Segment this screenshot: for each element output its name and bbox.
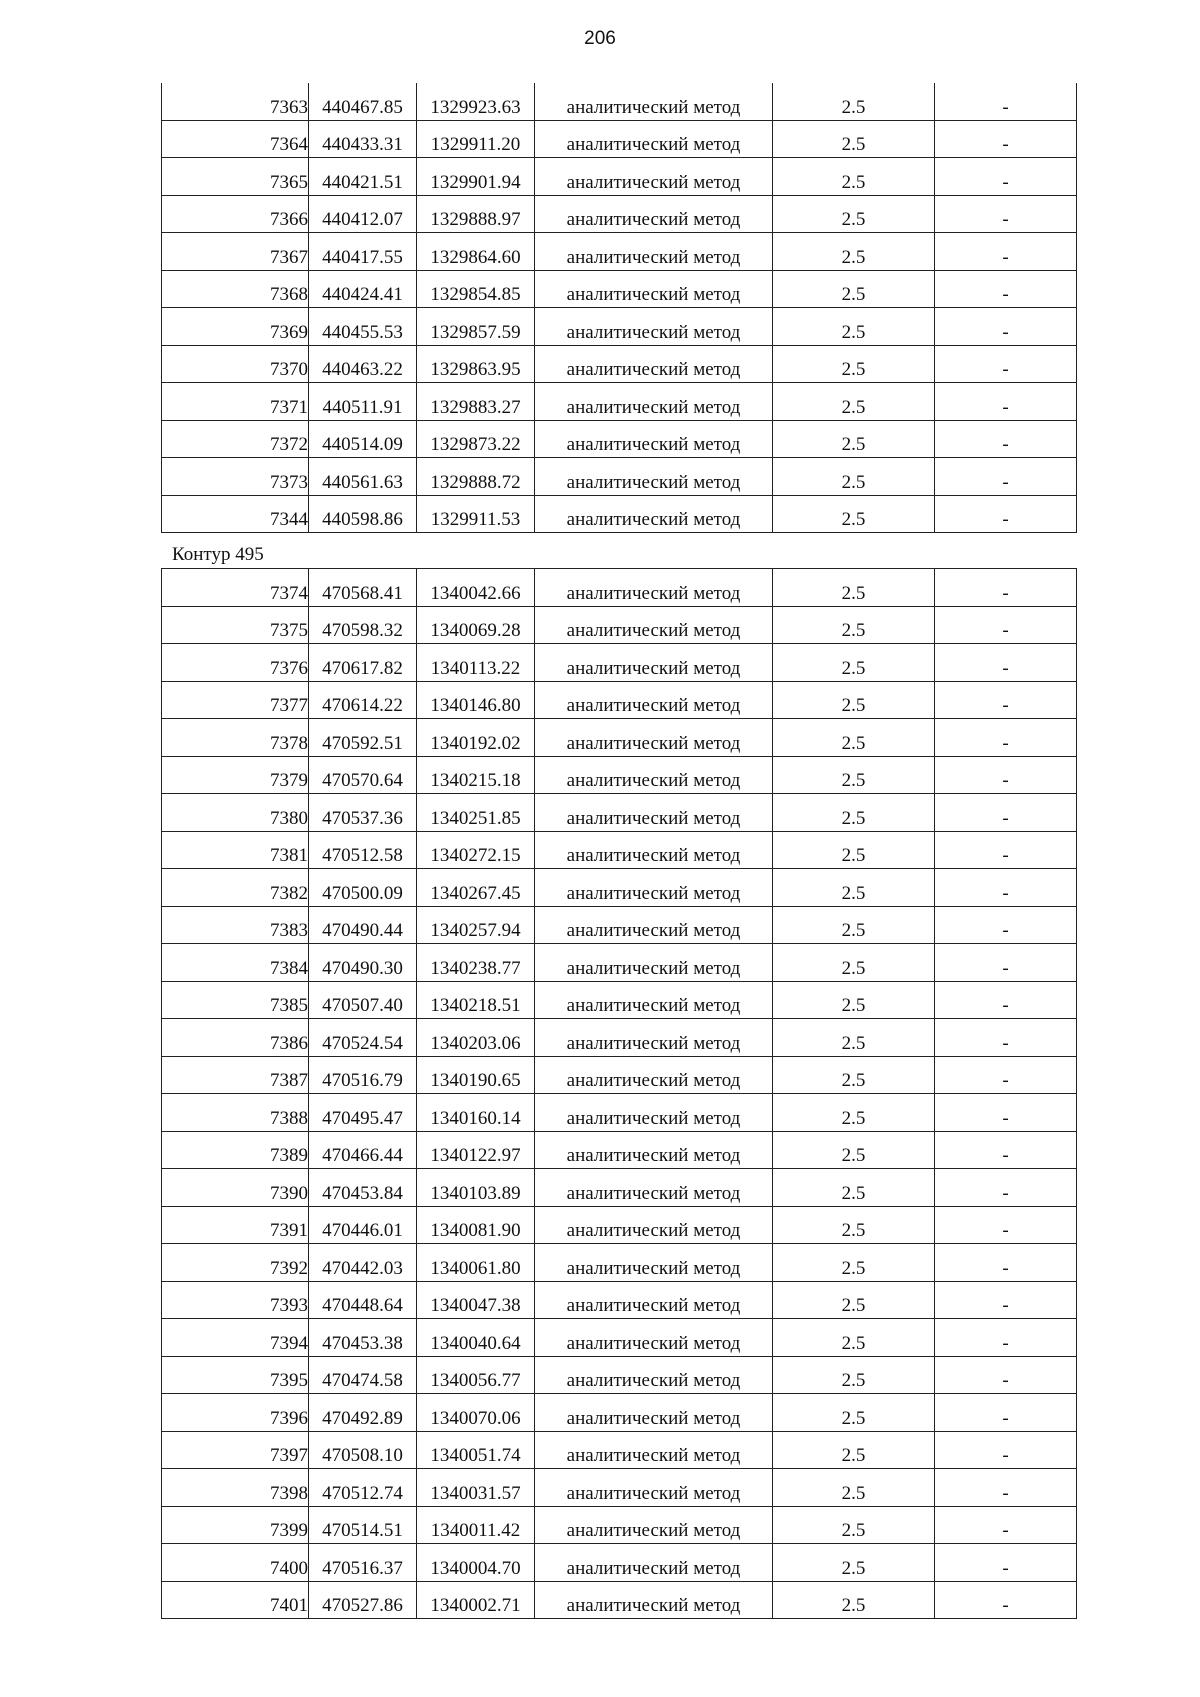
- table-row: [162, 1206, 1077, 1244]
- x-coordinate-cell: 470474.58: [309, 1356, 417, 1394]
- dash-cell: -: [935, 1019, 1077, 1057]
- y-coordinate-cell: 1329863.95: [417, 345, 535, 383]
- table-row: [162, 1131, 1077, 1169]
- point-number-cell: 7394: [162, 1319, 309, 1357]
- x-coordinate-cell: 470448.64: [309, 1281, 417, 1319]
- table-row: [162, 681, 1077, 719]
- error-cell: 2.5: [773, 308, 935, 346]
- table-row: [162, 906, 1077, 944]
- x-coordinate-cell: 440467.85: [309, 83, 417, 120]
- method-cell: аналитический метод: [535, 1169, 773, 1207]
- dash-cell: -: [935, 383, 1077, 421]
- method-cell: аналитический метод: [535, 420, 773, 458]
- y-coordinate-cell: 1340070.06: [417, 1394, 535, 1432]
- x-coordinate-cell: 470446.01: [309, 1206, 417, 1244]
- error-cell: 2.5: [773, 1581, 935, 1619]
- dash-cell: -: [935, 681, 1077, 719]
- page-number: 206: [584, 28, 616, 49]
- y-coordinate-cell: 1329888.97: [417, 195, 535, 233]
- x-coordinate-cell: 440433.31: [309, 120, 417, 158]
- dash-cell: -: [935, 1356, 1077, 1394]
- error-cell: 2.5: [773, 981, 935, 1019]
- method-cell: аналитический метод: [535, 1281, 773, 1319]
- dash-cell: -: [935, 1131, 1077, 1169]
- table-row: [162, 1319, 1077, 1357]
- x-coordinate-cell: 470570.64: [309, 756, 417, 794]
- table-row: [162, 1244, 1077, 1282]
- method-cell: аналитический метод: [535, 906, 773, 944]
- y-coordinate-cell: 1329883.27: [417, 383, 535, 421]
- dash-cell: -: [935, 1431, 1077, 1469]
- error-cell: 2.5: [773, 944, 935, 982]
- point-number-cell: 7367: [162, 233, 309, 271]
- error-cell: 2.5: [773, 420, 935, 458]
- y-coordinate-cell: 1329911.20: [417, 120, 535, 158]
- dash-cell: -: [935, 1581, 1077, 1619]
- point-number-cell: 7373: [162, 458, 309, 496]
- point-number-cell: 7393: [162, 1281, 309, 1319]
- table-row: [162, 1169, 1077, 1207]
- error-cell: 2.5: [773, 756, 935, 794]
- method-cell: аналитический метод: [535, 308, 773, 346]
- error-cell: 2.5: [773, 831, 935, 869]
- method-cell: аналитический метод: [535, 1206, 773, 1244]
- y-coordinate-cell: 1340215.18: [417, 756, 535, 794]
- method-cell: аналитический метод: [535, 83, 773, 120]
- x-coordinate-cell: 440511.91: [309, 383, 417, 421]
- method-cell: аналитический метод: [535, 158, 773, 196]
- point-number-cell: 7392: [162, 1244, 309, 1282]
- table-row: [162, 719, 1077, 757]
- error-cell: 2.5: [773, 1206, 935, 1244]
- x-coordinate-cell: 440412.07: [309, 195, 417, 233]
- point-number-cell: 7365: [162, 158, 309, 196]
- contour-label: Контур 495: [172, 544, 264, 565]
- dash-cell: -: [935, 944, 1077, 982]
- x-coordinate-cell: 470537.36: [309, 794, 417, 832]
- y-coordinate-cell: 1340272.15: [417, 831, 535, 869]
- method-cell: аналитический метод: [535, 1131, 773, 1169]
- dash-cell: -: [935, 270, 1077, 308]
- point-number-cell: 7344: [162, 495, 309, 533]
- x-coordinate-cell: 440514.09: [309, 420, 417, 458]
- table-row: [162, 756, 1077, 794]
- y-coordinate-cell: 1340146.80: [417, 681, 535, 719]
- x-coordinate-cell: 470453.38: [309, 1319, 417, 1357]
- x-coordinate-cell: 470466.44: [309, 1131, 417, 1169]
- table-row: [162, 1056, 1077, 1094]
- method-cell: аналитический метод: [535, 270, 773, 308]
- y-coordinate-cell: 1340040.64: [417, 1319, 535, 1357]
- x-coordinate-cell: 470495.47: [309, 1094, 417, 1132]
- point-number-cell: 7388: [162, 1094, 309, 1132]
- dash-cell: -: [935, 606, 1077, 644]
- x-coordinate-cell: 470442.03: [309, 1244, 417, 1282]
- x-coordinate-cell: 470617.82: [309, 644, 417, 682]
- point-number-cell: 7364: [162, 120, 309, 158]
- error-cell: 2.5: [773, 233, 935, 271]
- method-cell: аналитический метод: [535, 195, 773, 233]
- error-cell: 2.5: [773, 1094, 935, 1132]
- y-coordinate-cell: 1329864.60: [417, 233, 535, 271]
- y-coordinate-cell: 1329888.72: [417, 458, 535, 496]
- point-number-cell: 7366: [162, 195, 309, 233]
- method-cell: аналитический метод: [535, 1019, 773, 1057]
- y-coordinate-cell: 1340267.45: [417, 869, 535, 907]
- point-number-cell: 7375: [162, 606, 309, 644]
- point-number-cell: 7385: [162, 981, 309, 1019]
- table-row: [162, 644, 1077, 682]
- dash-cell: -: [935, 120, 1077, 158]
- dash-cell: -: [935, 1469, 1077, 1507]
- point-number-cell: 7381: [162, 831, 309, 869]
- error-cell: 2.5: [773, 569, 935, 607]
- y-coordinate-cell: 1340122.97: [417, 1131, 535, 1169]
- dash-cell: -: [935, 794, 1077, 832]
- table-row: [162, 1394, 1077, 1432]
- dash-cell: -: [935, 308, 1077, 346]
- x-coordinate-cell: 440424.41: [309, 270, 417, 308]
- point-number-cell: 7380: [162, 794, 309, 832]
- error-cell: 2.5: [773, 1169, 935, 1207]
- point-number-cell: 7399: [162, 1506, 309, 1544]
- point-number-cell: 7377: [162, 681, 309, 719]
- y-coordinate-cell: 1340002.71: [417, 1581, 535, 1619]
- y-coordinate-cell: 1340113.22: [417, 644, 535, 682]
- method-cell: аналитический метод: [535, 1056, 773, 1094]
- error-cell: 2.5: [773, 719, 935, 757]
- table-row: [162, 383, 1077, 421]
- y-coordinate-cell: 1340218.51: [417, 981, 535, 1019]
- error-cell: 2.5: [773, 1431, 935, 1469]
- x-coordinate-cell: 470598.32: [309, 606, 417, 644]
- method-cell: аналитический метод: [535, 981, 773, 1019]
- point-number-cell: 7376: [162, 644, 309, 682]
- table-row: [162, 981, 1077, 1019]
- point-number-cell: 7397: [162, 1431, 309, 1469]
- dash-cell: -: [935, 83, 1077, 120]
- method-cell: аналитический метод: [535, 1244, 773, 1282]
- dash-cell: -: [935, 1544, 1077, 1582]
- table-row: [162, 495, 1077, 533]
- point-number-cell: 7386: [162, 1019, 309, 1057]
- dash-cell: -: [935, 458, 1077, 496]
- error-cell: 2.5: [773, 681, 935, 719]
- dash-cell: -: [935, 195, 1077, 233]
- error-cell: 2.5: [773, 1244, 935, 1282]
- error-cell: 2.5: [773, 869, 935, 907]
- method-cell: аналитический метод: [535, 1469, 773, 1507]
- table-row: [162, 195, 1077, 233]
- point-number-cell: 7368: [162, 270, 309, 308]
- dash-cell: -: [935, 1206, 1077, 1244]
- error-cell: 2.5: [773, 120, 935, 158]
- method-cell: аналитический метод: [535, 681, 773, 719]
- y-coordinate-cell: 1340051.74: [417, 1431, 535, 1469]
- dash-cell: -: [935, 831, 1077, 869]
- point-number-cell: 7363: [162, 83, 309, 120]
- dash-cell: -: [935, 1244, 1077, 1282]
- method-cell: аналитический метод: [535, 383, 773, 421]
- y-coordinate-cell: 1340160.14: [417, 1094, 535, 1132]
- y-coordinate-cell: 1340103.89: [417, 1169, 535, 1207]
- dash-cell: -: [935, 1169, 1077, 1207]
- y-coordinate-cell: 1340192.02: [417, 719, 535, 757]
- table-row: [162, 420, 1077, 458]
- x-coordinate-cell: 470507.40: [309, 981, 417, 1019]
- table-row: [162, 869, 1077, 907]
- method-cell: аналитический метод: [535, 794, 773, 832]
- table-row: [162, 606, 1077, 644]
- dash-cell: -: [935, 345, 1077, 383]
- y-coordinate-cell: 1340238.77: [417, 944, 535, 982]
- dash-cell: -: [935, 719, 1077, 757]
- method-cell: аналитический метод: [535, 1356, 773, 1394]
- y-coordinate-cell: 1329901.94: [417, 158, 535, 196]
- table-row: [162, 1431, 1077, 1469]
- method-cell: аналитический метод: [535, 869, 773, 907]
- table-row: [162, 944, 1077, 982]
- method-cell: аналитический метод: [535, 120, 773, 158]
- method-cell: аналитический метод: [535, 569, 773, 607]
- dash-cell: -: [935, 756, 1077, 794]
- coordinates-table-1: [161, 83, 1077, 533]
- error-cell: 2.5: [773, 1281, 935, 1319]
- x-coordinate-cell: 470524.54: [309, 1019, 417, 1057]
- y-coordinate-cell: 1340042.66: [417, 569, 535, 607]
- error-cell: 2.5: [773, 906, 935, 944]
- method-cell: аналитический метод: [535, 1431, 773, 1469]
- point-number-cell: 7391: [162, 1206, 309, 1244]
- point-number-cell: 7395: [162, 1356, 309, 1394]
- point-number-cell: 7400: [162, 1544, 309, 1582]
- table-row: [162, 83, 1077, 120]
- table-row: [162, 1469, 1077, 1507]
- method-cell: аналитический метод: [535, 1094, 773, 1132]
- y-coordinate-cell: 1340056.77: [417, 1356, 535, 1394]
- table-row: [162, 569, 1077, 607]
- y-coordinate-cell: 1329854.85: [417, 270, 535, 308]
- y-coordinate-cell: 1329857.59: [417, 308, 535, 346]
- error-cell: 2.5: [773, 158, 935, 196]
- error-cell: 2.5: [773, 1019, 935, 1057]
- point-number-cell: 7383: [162, 906, 309, 944]
- error-cell: 2.5: [773, 794, 935, 832]
- error-cell: 2.5: [773, 606, 935, 644]
- x-coordinate-cell: 470500.09: [309, 869, 417, 907]
- table-row: [162, 1281, 1077, 1319]
- method-cell: аналитический метод: [535, 345, 773, 383]
- table-row: [162, 1019, 1077, 1057]
- error-cell: 2.5: [773, 270, 935, 308]
- y-coordinate-cell: 1340203.06: [417, 1019, 535, 1057]
- point-number-cell: 7374: [162, 569, 309, 607]
- point-number-cell: 7389: [162, 1131, 309, 1169]
- x-coordinate-cell: 470490.44: [309, 906, 417, 944]
- method-cell: аналитический метод: [535, 1581, 773, 1619]
- error-cell: 2.5: [773, 1506, 935, 1544]
- method-cell: аналитический метод: [535, 756, 773, 794]
- x-coordinate-cell: 470453.84: [309, 1169, 417, 1207]
- method-cell: аналитический метод: [535, 644, 773, 682]
- table-row: [162, 1094, 1077, 1132]
- y-coordinate-cell: 1340047.38: [417, 1281, 535, 1319]
- method-cell: аналитический метод: [535, 495, 773, 533]
- x-coordinate-cell: 440598.86: [309, 495, 417, 533]
- error-cell: 2.5: [773, 83, 935, 120]
- table-row: [162, 270, 1077, 308]
- error-cell: 2.5: [773, 458, 935, 496]
- table-row: [162, 458, 1077, 496]
- error-cell: 2.5: [773, 1394, 935, 1432]
- point-number-cell: 7396: [162, 1394, 309, 1432]
- method-cell: аналитический метод: [535, 458, 773, 496]
- point-number-cell: 7390: [162, 1169, 309, 1207]
- y-coordinate-cell: 1340190.65: [417, 1056, 535, 1094]
- table-row: [162, 794, 1077, 832]
- dash-cell: -: [935, 420, 1077, 458]
- method-cell: аналитический метод: [535, 1506, 773, 1544]
- error-cell: 2.5: [773, 195, 935, 233]
- point-number-cell: 7379: [162, 756, 309, 794]
- error-cell: 2.5: [773, 1469, 935, 1507]
- error-cell: 2.5: [773, 383, 935, 421]
- dash-cell: -: [935, 569, 1077, 607]
- table-row: [162, 1581, 1077, 1619]
- method-cell: аналитический метод: [535, 606, 773, 644]
- y-coordinate-cell: 1340061.80: [417, 1244, 535, 1282]
- dash-cell: -: [935, 495, 1077, 533]
- dash-cell: -: [935, 1319, 1077, 1357]
- table-row: [162, 233, 1077, 271]
- x-coordinate-cell: 470516.79: [309, 1056, 417, 1094]
- error-cell: 2.5: [773, 1356, 935, 1394]
- table-row: [162, 158, 1077, 196]
- x-coordinate-cell: 440463.22: [309, 345, 417, 383]
- x-coordinate-cell: 470516.37: [309, 1544, 417, 1582]
- x-coordinate-cell: 440455.53: [309, 308, 417, 346]
- y-coordinate-cell: 1340004.70: [417, 1544, 535, 1582]
- error-cell: 2.5: [773, 644, 935, 682]
- point-number-cell: 7371: [162, 383, 309, 421]
- y-coordinate-cell: 1340257.94: [417, 906, 535, 944]
- error-cell: 2.5: [773, 1544, 935, 1582]
- y-coordinate-cell: 1340081.90: [417, 1206, 535, 1244]
- x-coordinate-cell: 470514.51: [309, 1506, 417, 1544]
- x-coordinate-cell: 470490.30: [309, 944, 417, 982]
- point-number-cell: 7384: [162, 944, 309, 982]
- method-cell: аналитический метод: [535, 1544, 773, 1582]
- x-coordinate-cell: 440421.51: [309, 158, 417, 196]
- dash-cell: -: [935, 1506, 1077, 1544]
- method-cell: аналитический метод: [535, 1319, 773, 1357]
- y-coordinate-cell: 1329873.22: [417, 420, 535, 458]
- point-number-cell: 7387: [162, 1056, 309, 1094]
- table-row: [162, 1506, 1077, 1544]
- y-coordinate-cell: 1340031.57: [417, 1469, 535, 1507]
- point-number-cell: 7401: [162, 1581, 309, 1619]
- error-cell: 2.5: [773, 345, 935, 383]
- dash-cell: -: [935, 158, 1077, 196]
- point-number-cell: 7378: [162, 719, 309, 757]
- error-cell: 2.5: [773, 1131, 935, 1169]
- dash-cell: -: [935, 1394, 1077, 1432]
- method-cell: аналитический метод: [535, 1394, 773, 1432]
- coordinates-table-2: [161, 568, 1077, 1619]
- x-coordinate-cell: 470527.86: [309, 1581, 417, 1619]
- table-row: [162, 831, 1077, 869]
- dash-cell: -: [935, 1056, 1077, 1094]
- point-number-cell: 7372: [162, 420, 309, 458]
- x-coordinate-cell: 470508.10: [309, 1431, 417, 1469]
- table-row: [162, 1356, 1077, 1394]
- x-coordinate-cell: 470512.74: [309, 1469, 417, 1507]
- error-cell: 2.5: [773, 1056, 935, 1094]
- x-coordinate-cell: 470592.51: [309, 719, 417, 757]
- point-number-cell: 7382: [162, 869, 309, 907]
- x-coordinate-cell: 470512.58: [309, 831, 417, 869]
- dash-cell: -: [935, 869, 1077, 907]
- dash-cell: -: [935, 233, 1077, 271]
- point-number-cell: 7398: [162, 1469, 309, 1507]
- dash-cell: -: [935, 1094, 1077, 1132]
- x-coordinate-cell: 440417.55: [309, 233, 417, 271]
- x-coordinate-cell: 440561.63: [309, 458, 417, 496]
- y-coordinate-cell: 1329923.63: [417, 83, 535, 120]
- method-cell: аналитический метод: [535, 719, 773, 757]
- table-row: [162, 1544, 1077, 1582]
- y-coordinate-cell: 1340069.28: [417, 606, 535, 644]
- x-coordinate-cell: 470492.89: [309, 1394, 417, 1432]
- x-coordinate-cell: 470614.22: [309, 681, 417, 719]
- error-cell: 2.5: [773, 1319, 935, 1357]
- point-number-cell: 7369: [162, 308, 309, 346]
- table-row: [162, 345, 1077, 383]
- error-cell: 2.5: [773, 495, 935, 533]
- table-row: [162, 308, 1077, 346]
- method-cell: аналитический метод: [535, 944, 773, 982]
- dash-cell: -: [935, 644, 1077, 682]
- y-coordinate-cell: 1340011.42: [417, 1506, 535, 1544]
- y-coordinate-cell: 1329911.53: [417, 495, 535, 533]
- method-cell: аналитический метод: [535, 831, 773, 869]
- method-cell: аналитический метод: [535, 233, 773, 271]
- dash-cell: -: [935, 981, 1077, 1019]
- x-coordinate-cell: 470568.41: [309, 569, 417, 607]
- table-row: [162, 120, 1077, 158]
- y-coordinate-cell: 1340251.85: [417, 794, 535, 832]
- dash-cell: -: [935, 906, 1077, 944]
- point-number-cell: 7370: [162, 345, 309, 383]
- dash-cell: -: [935, 1281, 1077, 1319]
